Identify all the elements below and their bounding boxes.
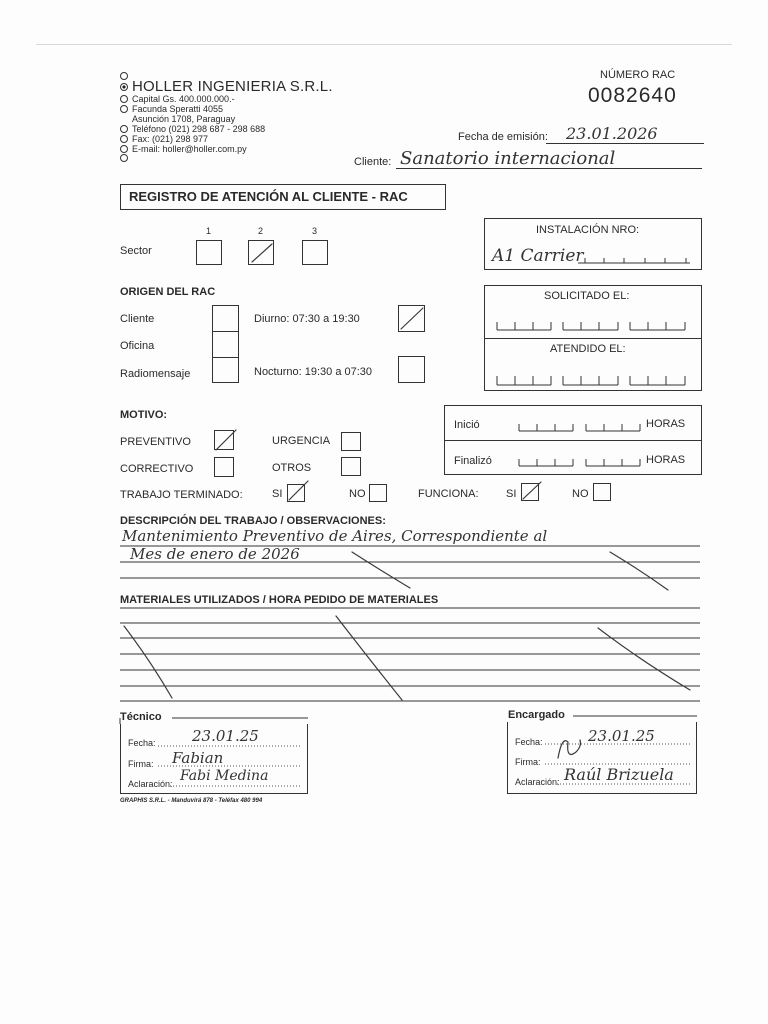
motivo-otros-label: OTROS	[272, 462, 312, 474]
terminado-no-label: NO	[349, 488, 366, 500]
instalacion-value: A1 Carrier	[492, 246, 584, 266]
encargado-aclaracion-label: Aclaración:	[515, 777, 560, 787]
finalizo-horas-label: HORAS	[646, 454, 686, 466]
sector-label: Sector	[120, 245, 152, 257]
funciona-si-label: SI	[506, 488, 517, 500]
numero-rac-label: NÚMERO RAC	[600, 69, 676, 81]
descripcion-title: DESCRIPCIÓN DEL TRABAJO / OBSERVACIONES:	[120, 515, 386, 527]
origen-oficina-label: Oficina	[120, 340, 155, 352]
fecha-emision-label: Fecha de emisión:	[458, 131, 548, 143]
origen-nocturno-label: Nocturno: 19:30 a 07:30	[254, 366, 373, 378]
funciona-no-label: NO	[572, 488, 589, 500]
company-email: E-mail: holler@holler.com.py	[132, 144, 247, 154]
descripcion-line2: Mes de enero de 2026	[130, 545, 300, 563]
motivo-preventivo-label: PREVENTIVO	[120, 436, 191, 448]
cliente-label: Cliente:	[354, 156, 392, 168]
company-name: HOLLER INGENIERIA S.R.L.	[132, 78, 333, 95]
instalacion-label: INSTALACIÓN NRO:	[536, 224, 640, 236]
inicio-label: Inició	[454, 419, 480, 431]
origen-title: ORIGEN DEL RAC	[120, 286, 216, 298]
sector-number-2: 2	[258, 226, 264, 236]
solicitado-label: SOLICITADO EL:	[544, 290, 630, 302]
finalizo-label: Finalizó	[454, 455, 492, 467]
motivo-correctivo-label: CORRECTIVO	[120, 463, 194, 475]
tecnico-fecha-value: 23.01.25	[192, 727, 259, 745]
sector-number-3: 3	[312, 226, 318, 236]
tecnico-aclaracion-label: Aclaración:	[128, 779, 173, 789]
encargado-title: Encargado	[508, 709, 565, 721]
encargado-aclaracion-value: Raúl Brizuela	[564, 765, 674, 784]
origen-cliente-label: Cliente	[120, 313, 155, 325]
motivo-title: MOTIVO:	[120, 409, 168, 421]
origen-radiomensaje-label: Radiomensaje	[120, 368, 191, 380]
funciona-label: FUNCIONA:	[418, 488, 479, 500]
cliente-value: Sanatorio internacional	[400, 148, 616, 169]
atendido-label: ATENDIDO EL:	[550, 343, 626, 355]
encargado-fecha-label: Fecha:	[515, 737, 543, 747]
form-title: REGISTRO DE ATENCIÓN AL CLIENTE - RAC	[120, 184, 446, 210]
tecnico-title: Técnico	[120, 711, 162, 723]
tecnico-fecha-label: Fecha:	[128, 738, 156, 748]
company-fax: Fax: (021) 298 977	[132, 134, 209, 144]
company-capital: Capital Gs. 400.000.000.-	[132, 94, 235, 104]
encargado-firma-label: Firma:	[515, 757, 541, 767]
company-address1: Facunda Speratti 4055	[132, 104, 224, 114]
fecha-emision-value: 23.01.2026	[566, 124, 658, 143]
numero-rac-value: 0082640	[588, 84, 677, 107]
footer-printer: GRAPHIS S.R.L. - Manduvirá 878 - Teléfax 480 994	[120, 798, 263, 804]
origen-diurno-label: Diurno: 07:30 a 19:30	[254, 313, 360, 325]
inicio-horas-label: HORAS	[646, 418, 686, 430]
terminado-si-label: SI	[272, 488, 283, 500]
company-address2: Asunción 1708, Paraguay	[132, 114, 236, 124]
descripcion-line1: Mantenimiento Preventivo de Aires, Correspondiente al	[122, 527, 548, 545]
motivo-urgencia-label: URGENCIA	[272, 435, 331, 447]
tecnico-aclaracion-value: Fabi Medina	[180, 768, 269, 784]
encargado-fecha-value: 23.01.25	[588, 727, 655, 745]
sector-number-1: 1	[206, 226, 212, 236]
terminado-label: TRABAJO TERMINADO:	[120, 489, 243, 501]
company-phone: Teléfono (021) 298 687 - 298 688	[132, 124, 266, 134]
tecnico-firma-value: Fabian	[172, 749, 224, 767]
materiales-title: MATERIALES UTILIZADOS / HORA PEDIDO DE MATERIALES	[120, 594, 439, 606]
tecnico-firma-label: Firma:	[128, 759, 154, 769]
